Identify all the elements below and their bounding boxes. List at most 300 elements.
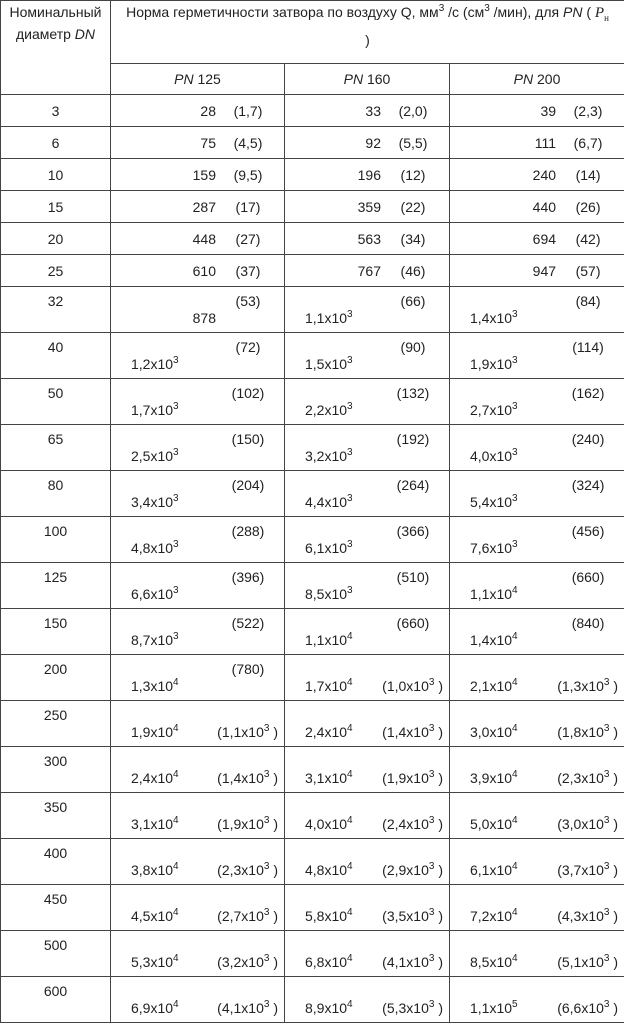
flow-value [470, 954, 518, 970]
per-minute-mantissa: (3,0x10 [557, 816, 604, 832]
value-cell [285, 95, 450, 127]
flow-value-per-minute [556, 263, 620, 279]
per-minute-close: ) [434, 908, 443, 924]
flow-value-mantissa: 8,7x10 [131, 632, 173, 648]
flow-value [305, 678, 353, 694]
value-cell [450, 655, 624, 701]
per-minute-mantissa: (264) [397, 477, 430, 493]
table-row [1, 333, 624, 379]
flow-value-mantissa: 1,9x10 [470, 356, 512, 372]
flow-value-mantissa: 3,1x10 [305, 770, 347, 786]
flow-value-exponent: 4 [347, 677, 353, 688]
per-minute-mantissa: (132) [397, 385, 430, 401]
flow-value [285, 167, 381, 183]
flow-value-exponent: 5 [512, 999, 518, 1010]
value-cell [450, 885, 624, 931]
flow-value-mantissa: 563 [358, 231, 381, 247]
flow-value-exponent: 4 [347, 953, 353, 964]
flow-value-mantissa: 2,4x10 [131, 770, 173, 786]
flow-value-per-minute [381, 293, 445, 309]
value-cell [450, 471, 624, 517]
per-minute-mantissa: (5,5) [399, 135, 428, 151]
per-minute-mantissa: (4,1x10 [217, 1000, 264, 1016]
flow-value-mantissa: 6,9x10 [131, 1000, 173, 1016]
pn-number: 125 [194, 71, 221, 87]
flow-value-per-minute [381, 135, 445, 151]
dn-cell: 3 [1, 95, 111, 127]
per-minute-exponent: 3 [604, 999, 610, 1010]
table-row [1, 425, 624, 471]
dn-cell: 600 [1, 977, 111, 1023]
pn-number: 160 [363, 71, 390, 87]
value-cell [285, 517, 450, 563]
flow-value-mantissa: 1,4x10 [470, 310, 512, 326]
dn-cell: 15 [1, 191, 111, 223]
flow-value [450, 199, 556, 215]
flow-value-per-minute [216, 477, 280, 493]
flow-value-mantissa: 1,1x10 [305, 310, 347, 326]
flow-value-per-minute [382, 770, 443, 786]
per-minute-mantissa: (396) [232, 569, 265, 585]
per-minute-mantissa: (90) [401, 339, 426, 355]
value-cell [450, 223, 624, 255]
per-minute-close: ) [609, 678, 618, 694]
value-cell [285, 793, 450, 839]
pn-label: PN [344, 71, 363, 87]
value-cell [285, 747, 450, 793]
flow-value-exponent: 4 [512, 861, 518, 872]
header-dn-line1: Номинальный [10, 4, 102, 20]
table-row [1, 471, 624, 517]
value-cell [450, 333, 624, 379]
flow-value-per-minute [216, 569, 280, 585]
value-cell [285, 287, 450, 333]
flow-value [111, 263, 216, 279]
per-minute-mantissa: (66) [401, 293, 426, 309]
dn-cell: 500 [1, 931, 111, 977]
per-minute-exponent: 3 [429, 907, 435, 918]
flow-value-mantissa: 3,2x10 [305, 448, 347, 464]
flow-value-exponent: 4 [347, 861, 353, 872]
table-row [1, 95, 624, 127]
per-minute-mantissa: (840) [572, 615, 605, 631]
per-minute-exponent: 3 [604, 723, 610, 734]
per-minute-close: ) [269, 770, 278, 786]
dn-cell: 450 [1, 885, 111, 931]
per-minute-mantissa: (288) [232, 523, 265, 539]
per-minute-mantissa: (14) [576, 167, 601, 183]
per-minute-mantissa: (162) [572, 385, 605, 401]
flow-value-exponent: 4 [173, 769, 179, 780]
value-cell [285, 255, 450, 287]
per-minute-mantissa: (72) [236, 339, 261, 355]
flow-value-mantissa: 8,5x10 [470, 954, 512, 970]
value-cell [450, 191, 624, 223]
per-minute-mantissa: (1,1x10 [217, 724, 264, 740]
table-row [1, 609, 624, 655]
value-cell [111, 333, 285, 379]
per-minute-mantissa: (34) [401, 231, 426, 247]
header-dn-italic: DN [75, 26, 95, 42]
value-cell [111, 471, 285, 517]
flow-value [111, 167, 216, 183]
flow-value [470, 816, 518, 832]
header-sup: 3 [439, 3, 445, 14]
value-cell [111, 885, 285, 931]
flow-value-mantissa: 767 [358, 263, 381, 279]
flow-value-exponent: 4 [173, 815, 179, 826]
value-cell [285, 701, 450, 747]
per-minute-exponent: 3 [429, 999, 435, 1010]
value-cell [285, 471, 450, 517]
flow-value-mantissa: 28 [200, 103, 216, 119]
header-sup: 3 [484, 3, 490, 14]
flow-value-mantissa: 159 [193, 167, 216, 183]
flow-value [305, 356, 353, 372]
header-tightness-norm [111, 1, 624, 64]
flow-value-mantissa: 196 [358, 167, 381, 183]
flow-value-mantissa: 8,9x10 [305, 1000, 347, 1016]
dn-cell: 80 [1, 471, 111, 517]
per-minute-close: ) [269, 816, 278, 832]
flow-value [305, 586, 353, 602]
flow-value-exponent: 3 [173, 355, 179, 366]
per-minute-mantissa: (2,3) [574, 103, 603, 119]
flow-value-mantissa: 1,1x10 [470, 586, 512, 602]
flow-value-mantissa: 6,1x10 [305, 540, 347, 556]
flow-value-per-minute [381, 103, 445, 119]
flow-value-per-minute [556, 135, 620, 151]
flow-value-mantissa: 1,1x10 [470, 1000, 512, 1016]
flow-value-per-minute [556, 615, 620, 631]
flow-value-mantissa: 111 [535, 135, 556, 151]
dn-cell: 100 [1, 517, 111, 563]
flow-value [470, 356, 518, 372]
per-minute-mantissa: (204) [232, 477, 265, 493]
pn-symbol-sub: н [604, 13, 609, 23]
value-cell [450, 287, 624, 333]
value-cell [111, 793, 285, 839]
flow-value [305, 862, 353, 878]
per-minute-mantissa: (27) [236, 231, 261, 247]
table-row [1, 839, 624, 885]
per-minute-close: ) [434, 770, 443, 786]
per-minute-close: ) [269, 862, 278, 878]
per-minute-mantissa: (2,4x10 [382, 816, 429, 832]
flow-value-mantissa: 7,2x10 [470, 908, 512, 924]
header-pn-125 [111, 64, 285, 95]
flow-value-mantissa: 4,0x10 [305, 816, 347, 832]
header-close-paren: ) [365, 32, 370, 48]
flow-value-exponent: 3 [173, 539, 179, 550]
header-main-tail: /мин), для [490, 4, 559, 20]
value-cell [285, 191, 450, 223]
dn-cell: 65 [1, 425, 111, 471]
table-row [1, 931, 624, 977]
flow-value-per-minute [556, 339, 620, 355]
flow-value-mantissa: 1,5x10 [305, 356, 347, 372]
per-minute-mantissa: (3,7x10 [557, 862, 604, 878]
flow-value-per-minute [381, 167, 445, 183]
flow-value-per-minute [381, 523, 445, 539]
table-row [1, 379, 624, 425]
per-minute-mantissa: (1,8x10 [557, 724, 604, 740]
header-main-text: Норма герметичности затвора по воздуху Q, мм [126, 4, 439, 20]
dn-cell: 32 [1, 287, 111, 333]
flow-value [305, 494, 353, 510]
value-cell [111, 701, 285, 747]
pn-label: PN [514, 71, 533, 87]
header-pn-200 [450, 64, 624, 95]
value-cell [285, 379, 450, 425]
value-cell [111, 127, 285, 159]
value-cell [285, 839, 450, 885]
flow-value-exponent: 4 [347, 723, 353, 734]
flow-value-exponent: 3 [347, 493, 353, 504]
flow-value-mantissa: 878 [193, 310, 216, 326]
flow-value-exponent: 3 [173, 585, 179, 596]
per-minute-mantissa: (46) [401, 263, 426, 279]
value-cell [111, 379, 285, 425]
per-minute-close: ) [269, 1000, 278, 1016]
flow-value-per-minute [556, 293, 620, 309]
flow-value-exponent: 4 [512, 677, 518, 688]
flow-value [131, 770, 179, 786]
per-minute-mantissa: (42) [576, 231, 601, 247]
flow-value-per-minute [381, 231, 445, 247]
flow-value [450, 103, 556, 119]
value-cell [111, 747, 285, 793]
flow-value [305, 310, 353, 326]
per-minute-exponent: 3 [604, 677, 610, 688]
flow-value-per-minute [216, 135, 280, 151]
flow-value-mantissa: 4,8x10 [131, 540, 173, 556]
flow-value [305, 724, 353, 740]
flow-value-exponent: 4 [173, 999, 179, 1010]
flow-value [131, 908, 179, 924]
per-minute-exponent: 3 [604, 769, 610, 780]
flow-value-exponent: 4 [347, 815, 353, 826]
flow-value-mantissa: 3,0x10 [470, 724, 512, 740]
value-cell [450, 839, 624, 885]
flow-value-mantissa: 2,7x10 [470, 402, 512, 418]
per-minute-mantissa: (102) [232, 385, 265, 401]
flow-value-per-minute [381, 615, 445, 631]
per-minute-mantissa: (324) [572, 477, 605, 493]
value-cell [450, 609, 624, 655]
flow-value-mantissa: 3,9x10 [470, 770, 512, 786]
per-minute-exponent: 3 [264, 769, 270, 780]
table-row [1, 223, 624, 255]
table-row [1, 563, 624, 609]
flow-value-mantissa: 33 [365, 103, 381, 119]
flow-value [131, 356, 179, 372]
value-cell [285, 885, 450, 931]
value-cell [111, 95, 285, 127]
per-minute-mantissa: (660) [572, 569, 605, 585]
header-open-paren: ( [582, 4, 591, 20]
flow-value-per-minute [217, 862, 278, 878]
flow-value-mantissa: 610 [193, 263, 216, 279]
value-cell [285, 609, 450, 655]
header-pn-160 [285, 64, 450, 95]
value-cell [450, 517, 624, 563]
flow-value-mantissa: 1,9x10 [131, 724, 173, 740]
value-cell [111, 977, 285, 1023]
flow-value-per-minute [217, 724, 278, 740]
flow-value-mantissa: 4,5x10 [131, 908, 173, 924]
flow-value-exponent: 3 [512, 447, 518, 458]
flow-value-per-minute [217, 816, 278, 832]
flow-value-per-minute [216, 615, 280, 631]
value-cell [285, 977, 450, 1023]
value-cell [450, 255, 624, 287]
flow-value [131, 540, 179, 556]
dn-cell: 150 [1, 609, 111, 655]
flow-value [131, 632, 179, 648]
table-row [1, 655, 624, 701]
flow-value-per-minute [382, 954, 443, 970]
per-minute-exponent: 3 [264, 907, 270, 918]
per-minute-close: ) [609, 954, 618, 970]
flow-value-per-minute [216, 167, 280, 183]
per-minute-mantissa: (6,6x10 [557, 1000, 604, 1016]
flow-value-per-minute [382, 862, 443, 878]
per-minute-mantissa: (57) [576, 263, 601, 279]
flow-value [305, 908, 353, 924]
value-cell [285, 655, 450, 701]
flow-value-mantissa: 6,8x10 [305, 954, 347, 970]
flow-value [470, 770, 518, 786]
per-minute-close: ) [609, 816, 618, 832]
value-cell [111, 517, 285, 563]
per-minute-mantissa: (1,0x10 [382, 678, 429, 694]
flow-value-exponent: 3 [512, 355, 518, 366]
flow-value [111, 231, 216, 247]
value-cell [111, 563, 285, 609]
per-minute-mantissa: (6,7) [574, 135, 603, 151]
flow-value-mantissa: 359 [358, 199, 381, 215]
per-minute-mantissa: (5,3x10 [382, 1000, 429, 1016]
per-minute-exponent: 3 [264, 723, 270, 734]
per-minute-exponent: 3 [604, 907, 610, 918]
value-cell [111, 223, 285, 255]
value-cell [285, 159, 450, 191]
flow-value-mantissa: 1,2x10 [131, 356, 173, 372]
dn-cell: 350 [1, 793, 111, 839]
value-cell [111, 191, 285, 223]
flow-value [131, 954, 179, 970]
flow-value-per-minute [216, 293, 280, 309]
value-cell [111, 255, 285, 287]
flow-value-per-minute [557, 678, 618, 694]
flow-value-per-minute [381, 263, 445, 279]
flow-value-per-minute [382, 908, 443, 924]
flow-value-per-minute [557, 816, 618, 832]
flow-value [305, 448, 353, 464]
flow-value-per-minute [216, 231, 280, 247]
flow-value-exponent: 3 [512, 493, 518, 504]
flow-value-exponent: 3 [512, 309, 518, 320]
flow-value-mantissa: 287 [193, 199, 216, 215]
flow-value-per-minute [557, 908, 618, 924]
flow-value-per-minute [217, 954, 278, 970]
flow-value-exponent: 4 [512, 723, 518, 734]
per-minute-exponent: 3 [429, 815, 435, 826]
value-cell [450, 127, 624, 159]
flow-value-mantissa: 5,4x10 [470, 494, 512, 510]
dn-cell: 40 [1, 333, 111, 379]
table-row [1, 517, 624, 563]
flow-value-exponent: 4 [173, 861, 179, 872]
flow-value [111, 135, 216, 151]
flow-value-per-minute [216, 263, 280, 279]
per-minute-mantissa: (2,3x10 [557, 770, 604, 786]
flow-value-exponent: 3 [347, 539, 353, 550]
flow-value [285, 103, 381, 119]
flow-value [470, 678, 518, 694]
flow-value-exponent: 4 [512, 769, 518, 780]
flow-value-mantissa: 1,4x10 [470, 632, 512, 648]
value-cell [111, 609, 285, 655]
flow-value [470, 586, 518, 602]
flow-value-exponent: 3 [173, 631, 179, 642]
flow-value [131, 862, 179, 878]
flow-value-mantissa: 947 [533, 263, 556, 279]
table-row [1, 255, 624, 287]
header-pn: PN [563, 4, 582, 20]
flow-value-per-minute [556, 569, 620, 585]
per-minute-mantissa: (192) [397, 431, 430, 447]
value-cell [285, 333, 450, 379]
value-cell [285, 127, 450, 159]
value-cell [285, 931, 450, 977]
per-minute-close: ) [609, 862, 618, 878]
flow-value [111, 310, 216, 326]
per-minute-exponent: 3 [264, 861, 270, 872]
flow-value-exponent: 4 [512, 953, 518, 964]
per-minute-mantissa: (150) [232, 431, 265, 447]
flow-value-mantissa: 1,3x10 [131, 678, 173, 694]
value-cell [111, 287, 285, 333]
flow-value-mantissa: 3,4x10 [131, 494, 173, 510]
per-minute-close: ) [269, 724, 278, 740]
flow-value-per-minute [556, 231, 620, 247]
flow-value-exponent: 3 [347, 309, 353, 320]
flow-value [470, 310, 518, 326]
flow-value-per-minute [557, 1000, 618, 1016]
dn-cell: 300 [1, 747, 111, 793]
flow-value-per-minute [382, 816, 443, 832]
flow-value-mantissa: 1,7x10 [131, 402, 173, 418]
per-minute-close: ) [434, 862, 443, 878]
flow-value-mantissa: 3,1x10 [131, 816, 173, 832]
value-cell [450, 931, 624, 977]
flow-value [285, 231, 381, 247]
value-cell [450, 701, 624, 747]
table-row [1, 159, 624, 191]
flow-value [131, 1000, 179, 1016]
flow-value-per-minute [556, 385, 620, 401]
value-cell [111, 159, 285, 191]
flow-value [470, 908, 518, 924]
per-minute-exponent: 3 [604, 815, 610, 826]
flow-value-exponent: 4 [347, 907, 353, 918]
per-minute-mantissa: (456) [572, 523, 605, 539]
flow-value-mantissa: 6,1x10 [470, 862, 512, 878]
per-minute-close: ) [609, 1000, 618, 1016]
value-cell [450, 379, 624, 425]
